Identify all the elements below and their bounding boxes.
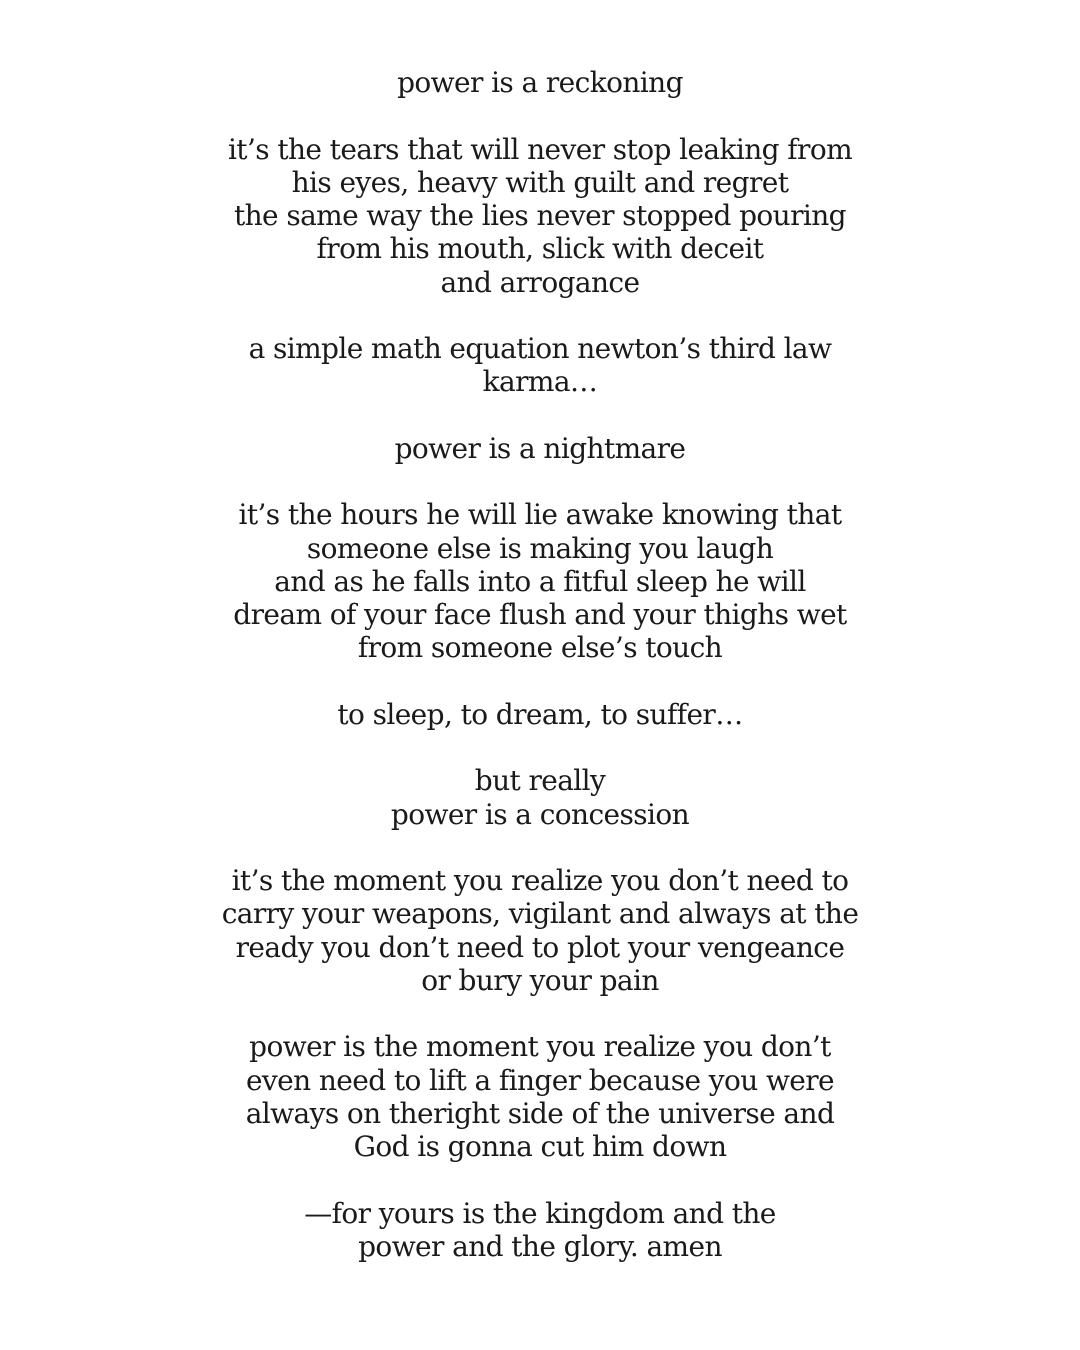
stanza-3 (0, 332, 1080, 399)
poem-line: it’s the moment you realize you don’t need to (231, 864, 849, 897)
poem-line: or bury your pain (421, 963, 659, 997)
poem-line: it’s the tears that will never stop leaking from (227, 132, 853, 166)
poem-line: but really (474, 764, 606, 798)
poem-line: carry your weapons, vigilant and always at the (221, 897, 859, 931)
poem-line: a simple math equation newton’s third law (248, 332, 832, 365)
poem-line: from his mouth, slick with deceit (316, 232, 764, 266)
stanza-2 (0, 133, 1080, 299)
stanza-4 (0, 432, 1080, 465)
stanza-7 (0, 764, 1080, 831)
poem-line: dream of your face flush and your thighs wet (233, 598, 847, 631)
poem-line: to sleep, to dream, to suffer… (337, 697, 743, 731)
stanza-1 (0, 66, 1080, 99)
stanza-9 (0, 1030, 1080, 1163)
poem-line: the same way the lies never stopped pouring (233, 199, 847, 232)
stanza-8 (0, 864, 1080, 997)
poem-page (0, 66, 1080, 1296)
poem-line: even need to lift a finger because you were (245, 1063, 835, 1097)
poem-line: and arrogance (440, 265, 640, 299)
poem-line: always on theright side of the universe and (245, 1096, 835, 1130)
poem-line: from someone else’s touch (357, 631, 723, 665)
poem-line: someone else is making you laugh (306, 531, 774, 565)
poem-line: God is gonna cut him down (353, 1130, 727, 1163)
poem-line: and as he falls into a fitful sleep he will (274, 564, 806, 598)
stanza-6 (0, 698, 1080, 731)
poem-line: it’s the hours he will lie awake knowing that (238, 498, 842, 532)
poem-line: power is a concession (390, 797, 690, 831)
poem-line: power is a nightmare (394, 431, 686, 465)
stanza-5 (0, 498, 1080, 664)
stanza-10 (0, 1197, 1080, 1264)
poem-line: ready you don’t need to plot your vengeance (235, 930, 845, 964)
poem-line: power and the glory. amen (358, 1229, 722, 1263)
poem-line: power is the moment you realize you don’t (249, 1030, 831, 1064)
poem-line: his eyes, heavy with guilt and regret (291, 165, 789, 199)
poem-line: —for yours is the kingdom and the (304, 1196, 776, 1230)
poem-line: karma… (482, 365, 598, 399)
poem-line: power is a reckoning (397, 66, 683, 99)
